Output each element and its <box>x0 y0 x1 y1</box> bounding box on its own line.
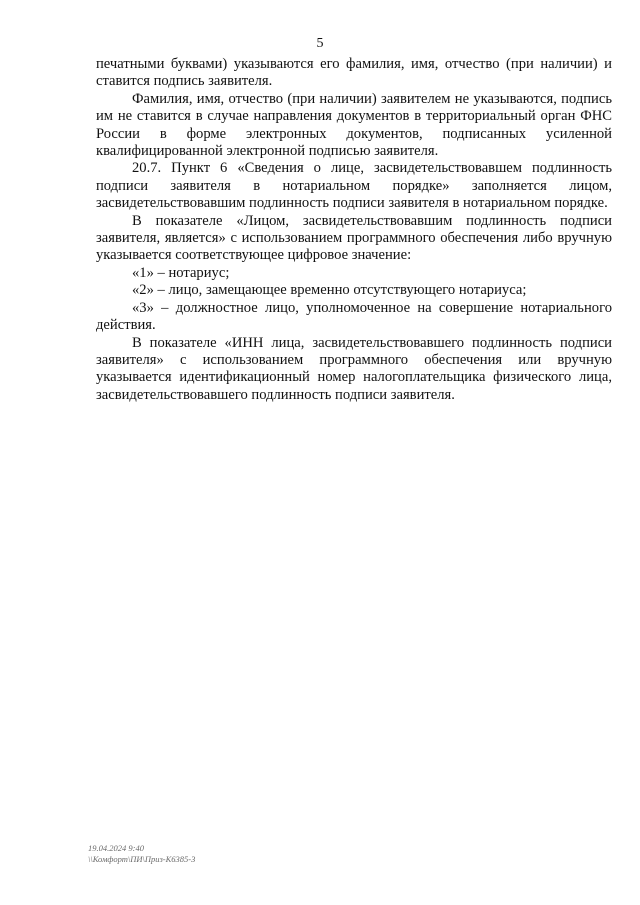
page-number: 5 <box>316 36 324 51</box>
footer-file-path: \\Комфорт\ПИ\Приз-К6385-3 <box>88 854 196 864</box>
paragraph-signature-note: Фамилия, имя, отчество (при наличии) заявителем не указываются, подпись им не ставится в случае направления документов в территориальный орган ФНС России в форме электронных документов, подписанных усиленной квалифицированной электронной подписью заявителя. <box>96 90 612 160</box>
document-footer <box>88 843 195 865</box>
footer-timestamp: 19.04.2024 9:40 <box>88 843 144 853</box>
list-item-code-3: «3» – должностное лицо, уполномоченное на совершение нотариального действия. <box>96 299 612 334</box>
list-item-code-2: «2» – лицо, замещающее временно отсутствующего нотариуса; <box>132 282 527 299</box>
document-body <box>96 56 612 404</box>
list-item-code-1: «1» – нотариус; <box>132 264 230 281</box>
paragraph-section-20-7: 20.7. Пункт 6 «Сведения о лице, засвидетельствовавшем подлинность подписи заявителя в нотариальном порядке» заполняется лицом, засвидетельствовавшим подлинность подписи заявителя в нотариальном порядке. <box>96 160 612 212</box>
paragraph-notary-indicator: В показателе «Лицом, засвидетельствовавшим подлинность подписи заявителя, является» с использованием программного обеспечения либо вручную указывается соответствующее цифровое значение: <box>96 212 612 264</box>
paragraph-inn-indicator: В показателе «ИНН лица, засвидетельствовавшего подлинность подписи заявителя» с использованием программного обеспечения или вручную указывается идентификационный номер налогоплательщика физического лица, засвидетельствовавшего подлинность подписи заявителя. <box>96 334 612 403</box>
paragraph-continuation: печатными буквами) указываются его фамилия, имя, отчество (при наличии) и ставится подпись заявителя. <box>96 56 612 90</box>
